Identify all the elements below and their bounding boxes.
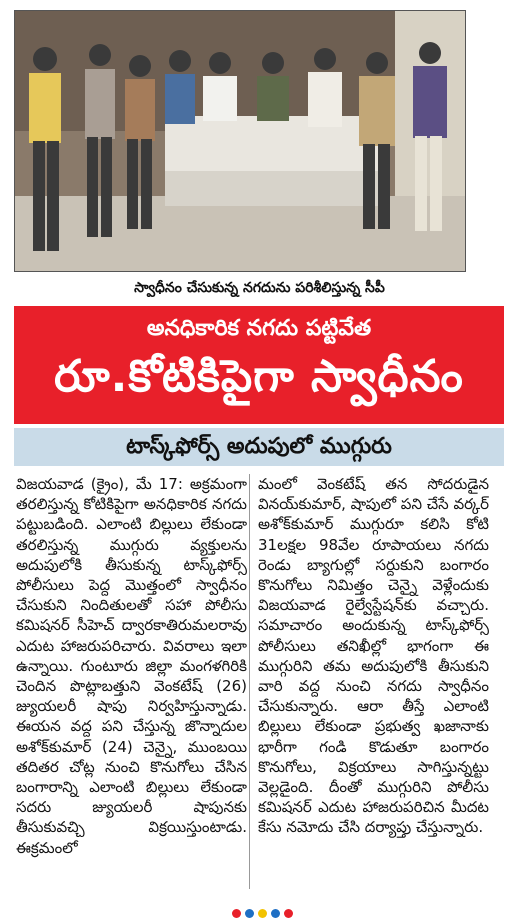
subheadline: టాస్క్‌ఫోర్స్ అదుపులో ముగ్గురు — [14, 428, 504, 466]
footer-dot — [245, 909, 254, 918]
headline-main: రూ.కోటికిపైగా స్వాధీనం — [54, 351, 464, 402]
headline-box — [14, 306, 504, 424]
article-text-right: మంలో వెంకటేష్ తన సోదరుడైన వినయ్‌కుమార్, షాపులో పని చేసే వర్కర్ అశోక్‌కుమార్ ముగ్గురూ కలిసి కోటి 31లక్షల 98వేల రూపాయలు నగదు రెండు బ్యాగుల్లో సర్దుకుని బంగారం కొనుగోలు నిమిత్తం చెన్నై వెళ్లేందుకు విజయవాడ రైల్వేస్టేషన్‌కు వచ్చారు. సమాచారం అందుకున్న టాస్క్‌ఫోర్స్ పోలీసులు తనిఖీల్లో భాగంగా ఈ ముగ్గురిని తమ అదుపులోకి తీసుకుని వారి వద్ద నుంచి నగదు స్వాధీనం చేసుకున్నారు. ఆరా తీస్తే ఎలాంటి బిల్లులు లేకుండా ప్రభుత్వ ఖజానాకు భారీగా గండి కొడుతూ బంగారం కొనుగోలు, విక్రయాలు సాగిస్తున్నట్టు వెల్లడైంది. దీంతో ముగ్గురిని పోలీసు కమిషనర్ ఎదుట హాజరుపరిచిన మీదట కేసు నమోదు చేసి దర్యాప్తు చేస్తున్నారు. — [258, 475, 489, 837]
footer-dot — [284, 909, 293, 918]
article-column-left — [16, 474, 247, 858]
article-column-right — [258, 474, 489, 838]
article-text-left: విజయవాడ (క్రైం), మే 17: అక్రమంగా తరలిస్తున్న కోటికిపైగా అనధికారిక నగదు పట్టుబడింది. ఎలాంటి బిల్లులు లేకుండా తరలిస్తున్న ముగ్గురు వ్యక్తులను అదుపులోకి తీసుకున్న టాస్క్‌ఫోర్స్ పోలీసులు పెద్ద మొత్తంలో స్వాధీనం చేసుకుని నిందితులతో సహా పోలీసు కమిషనర్ సీహెచ్ ద్వారకాతిరుమలరావు ఎదుట హాజరుపరిచారు. వివరాలు ఇలా ఉన్నాయి. గుంటూరు జిల్లా మంగళగిరికి చెందిన పొట్లాబత్తుని వెంకటేష్ (26) జ్యుయలరీ షాపు నిర్వహిస్తున్నాడు. ఈయన వద్ద పని చేస్తున్న జొన్నాదుల అశోక్‌కుమార్ (24) చెన్నై, ముంబయి తదితర చోట్ల నుంచి కొనుగోలు చేసిన బంగారాన్ని ఎలాంటి బిల్లులు లేకుండా సదరు జ్యుయలరీ షాపునకు తీసుకువచ్చి విక్రయిస్తుంటాడు. ఈక్రమంలో — [16, 475, 247, 857]
photo-caption: స్వాధీనం చేసుకున్న నగదును పరిశీలిస్తున్న సీపీ — [134, 280, 385, 296]
column-divider — [249, 474, 250, 889]
footer-dot — [258, 909, 267, 918]
headline-kicker: అనధికారిక నగదు పట్టివేత — [146, 316, 372, 341]
news-photo — [14, 10, 466, 272]
footer-dot — [271, 909, 280, 918]
footer-dot — [232, 909, 241, 918]
footer-dots — [0, 905, 519, 921]
